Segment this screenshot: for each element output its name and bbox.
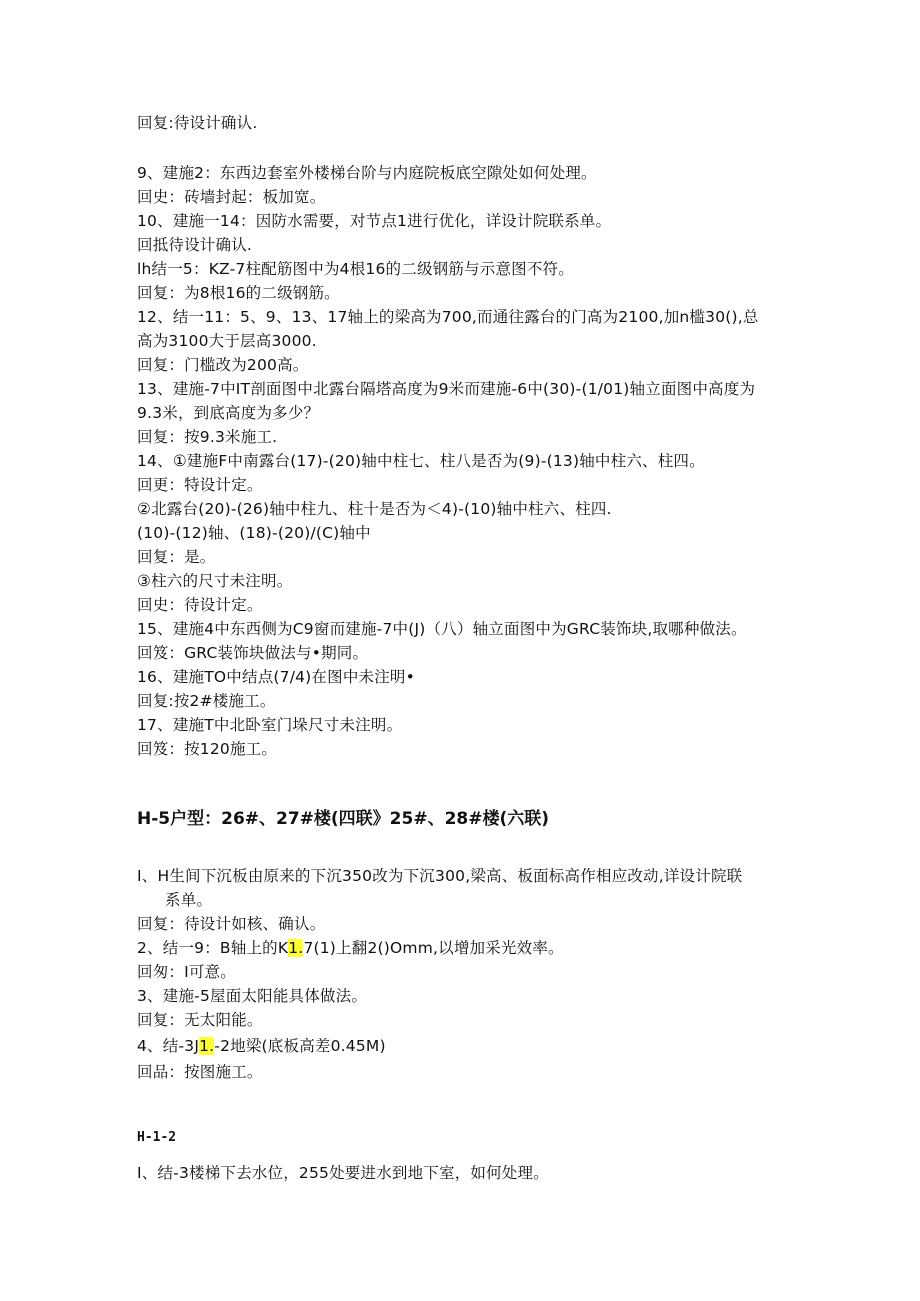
- h5-question-3: 3、建施-5屋面太阳能具体做法。: [137, 987, 368, 1005]
- h5-question-4-pre: 4、结-3J: [137, 1037, 200, 1055]
- reply-line: 回复:待设计确认.: [137, 114, 258, 132]
- reply-14-1: 回更：特设计定。: [137, 476, 263, 494]
- reply-14-2: 回复：是。: [137, 548, 216, 566]
- h5-question-2: [137, 938, 564, 958]
- question-15: 15、建施4中东西侧为C9窗而建施-7中(J)（八）轴立面图中为GRC装饰块,取哪种做法。: [137, 620, 747, 638]
- h12-question-1: I、结-3楼梯下去水位，255处要进水到地下室，如何处理。: [137, 1164, 549, 1182]
- question-14-3: ③柱六的尺寸未注明。: [137, 572, 293, 590]
- h5-question-4: [137, 1036, 386, 1056]
- h5-reply-1: 回复：待设计如核、确认。: [137, 915, 326, 933]
- h5-question-1-line2: 系单。: [165, 891, 213, 909]
- h5-question-2-pre: 2、结一9：B轴上的K: [137, 939, 289, 957]
- highlighted-text: 1.: [288, 939, 304, 957]
- reply-9: 回史：砖墙封起：板加宽。: [137, 188, 326, 206]
- question-17: 17、建施T中北卧室门垛尺寸未注明。: [137, 716, 403, 734]
- reply-17: 回笈：按120施工。: [137, 740, 278, 758]
- highlighted-text: 1.: [199, 1037, 215, 1055]
- h5-reply-4: 回品：按图施工。: [137, 1063, 263, 1081]
- question-14-2-cont: (10)-(12)轴、(18)-(20)/(C)轴中: [137, 524, 371, 542]
- section-heading-h5: H-5户型：26#、27#楼(四联》25#、28#楼(六联): [137, 809, 550, 829]
- reply-14-3: 回史：待设计定。: [137, 596, 263, 614]
- reply-10: 回抵待设计确认.: [137, 236, 253, 254]
- reply-12: 回复：门槛改为200高。: [137, 356, 309, 374]
- reply-15: 回笈：GRC装饰块做法与•期同。: [137, 644, 369, 662]
- question-10: 10、建施一14：因防水需要，对节点1进行优化，详设计院联系单。: [137, 212, 612, 230]
- h5-reply-2: 回匆：I可意。: [137, 963, 236, 981]
- section-heading-h12: H-1-2: [137, 1130, 177, 1145]
- question-16: 16、建施TO中结点(7/4)在图中未注明•: [137, 668, 415, 686]
- question-13-line1: 13、建施-7中IT剖面图中北露台隔塔高度为9米而建施-6中(30)-(1/01)轴立面图中高度为: [137, 380, 756, 398]
- reply-11: 回复：为8根16的二级钢筋。: [137, 284, 340, 302]
- h5-question-1-line1: I、H生间下沉板由原来的下沉350改为下沉300,梁高、板面标高作相应改动,详设计院联: [137, 867, 743, 885]
- question-12-line1: 12、结一11：5、9、13、17轴上的梁高为700,而通往露台的门高为2100,加n槛30(),总: [137, 308, 759, 326]
- question-14-1: 14、①建施F中南露台(17)-(20)轴中柱七、柱八是否为(9)-(13)轴中柱六、柱四。: [137, 452, 705, 470]
- question-9: 9、建施2：东西边套室外楼梯台阶与内庭院板底空隙处如何处理。: [137, 164, 597, 182]
- question-11: lh结一5：KZ-7柱配筋图中为4根16的二级钢筋与示意图不符。: [137, 260, 574, 278]
- h5-question-4-post: -2地梁(底板高差0.45M): [214, 1037, 386, 1055]
- question-13-line2: 9.3米，到底高度为多少？: [137, 404, 320, 422]
- reply-16: 回复:按2#楼施工。: [137, 692, 276, 710]
- h5-question-2-post: 7(1)上翻2()Omm,以增加采光效率。: [303, 939, 564, 957]
- question-12-line2: 高为3100大于层高3000.: [137, 332, 317, 350]
- reply-13: 回复：按9.3米施工.: [137, 428, 278, 446]
- question-14-2: ②北露台(20)-(26)轴中柱九、柱十是否为＜4)-(10)轴中柱六、柱四.: [137, 500, 612, 518]
- h5-reply-3: 回复：无太阳能。: [137, 1011, 263, 1029]
